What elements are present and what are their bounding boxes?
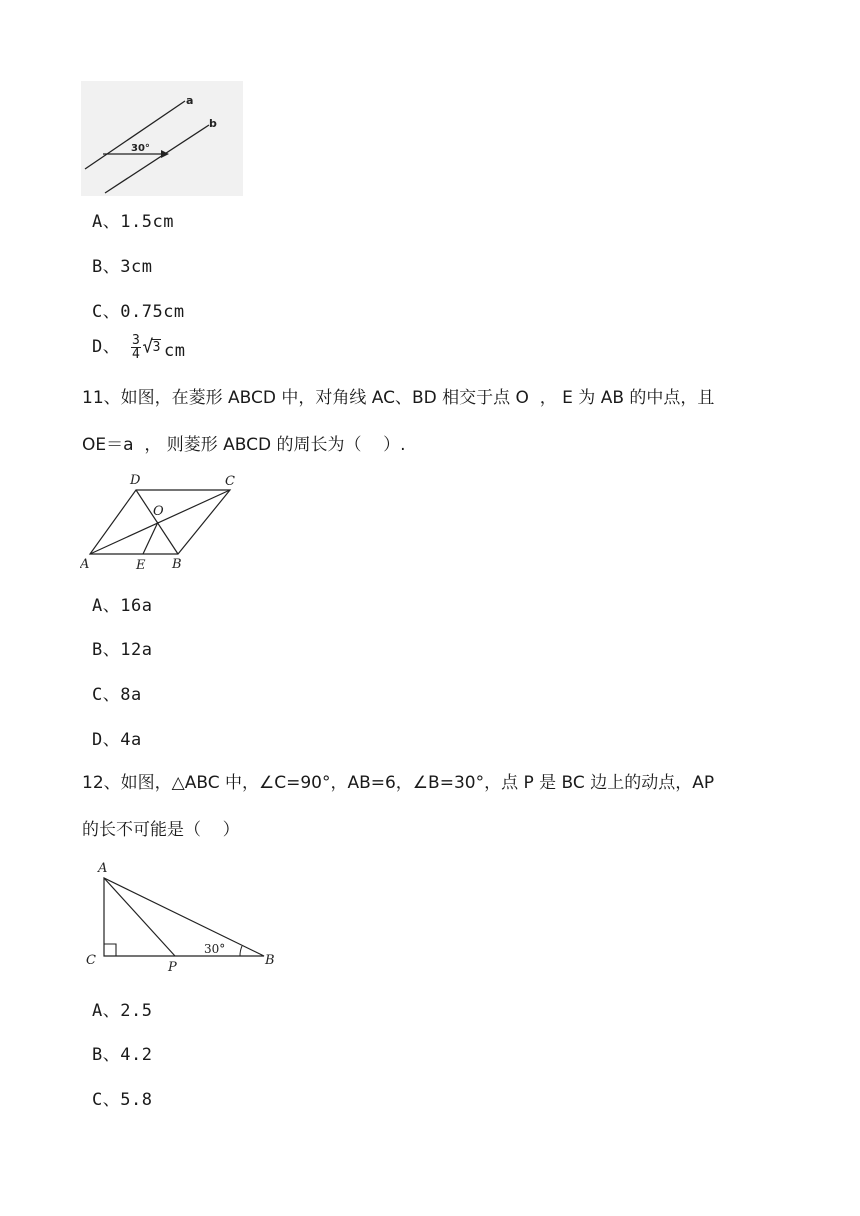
q10-option-a[interactable] — [92, 207, 174, 232]
option-separator: 、 — [102, 1045, 121, 1065]
diagonal-bd — [136, 490, 178, 554]
option-key: A — [92, 212, 103, 232]
option-text: 16a — [120, 596, 153, 616]
radicand: 3 — [152, 340, 161, 355]
option-key: D — [92, 337, 103, 357]
label-B: B — [265, 953, 275, 968]
option-text: 5.8 — [120, 1090, 153, 1110]
q11-text-line1: 11、如图，在菱形 ABCD 中，对角线 AC、BD 相交于点 O ， E 为 AB 的中点，且 — [82, 388, 715, 408]
option-separator: 、 — [102, 302, 121, 322]
option-text: 4.2 — [120, 1045, 153, 1065]
q12-figure — [82, 858, 282, 978]
fraction-numerator: 3 — [132, 332, 141, 348]
label-b: b — [209, 117, 217, 130]
option-text: 4a — [120, 730, 142, 750]
label-C: C — [86, 953, 96, 968]
option-separator: 、 — [102, 640, 121, 660]
label-C: C — [225, 474, 235, 489]
label-A: A — [80, 557, 90, 572]
label-A: A — [98, 861, 108, 876]
option-text: 2.5 — [120, 1001, 153, 1021]
label-D: D — [130, 473, 141, 488]
q11-option-d[interactable] — [92, 725, 142, 750]
option-text: 12a — [120, 640, 153, 660]
option-separator: 、 — [102, 596, 121, 616]
option-key: B — [92, 1045, 103, 1065]
option-key: A — [92, 596, 103, 616]
sqrt-icon: √ — [142, 336, 154, 358]
option-separator: 、 — [102, 257, 121, 277]
option-separator: 、 — [102, 1001, 121, 1021]
fraction-denominator: 4 — [132, 346, 141, 362]
q11-option-b[interactable] — [92, 635, 152, 660]
option-separator: 、 — [102, 337, 121, 357]
q12-text-line1: 12、如图，△ABC 中，∠C=90°，AB=6，∠B=30°，点 P 是 BC 边上的动点，AP — [82, 773, 715, 793]
fraction — [131, 334, 141, 361]
option-separator: 、 — [102, 212, 121, 232]
angle-arc-icon — [240, 946, 242, 956]
diagonal-ac — [90, 490, 230, 554]
label-a: a — [186, 94, 194, 107]
right-triangle-diagram — [82, 858, 282, 978]
q10-option-b[interactable] — [92, 252, 152, 277]
option-text: 3cm — [120, 257, 153, 277]
q11-text-line2: OE＝a ， 则菱形 ABCD 的周长为（ ）. — [82, 435, 406, 455]
option-key: C — [92, 685, 103, 705]
option-separator: 、 — [102, 730, 121, 750]
q12-option-a[interactable] — [92, 996, 152, 1021]
option-key: B — [92, 257, 103, 277]
unit: cm — [164, 340, 186, 361]
q11-figure — [80, 470, 250, 576]
option-separator: 、 — [102, 685, 121, 705]
angle-label: 30° — [131, 143, 150, 154]
q11-option-a[interactable] — [92, 591, 152, 616]
option-key: A — [92, 1001, 103, 1021]
q10-option-c[interactable] — [92, 297, 185, 322]
option-text: 1.5cm — [120, 212, 174, 232]
parallel-lines-diagram — [81, 81, 243, 196]
q10-option-d[interactable] — [92, 332, 185, 361]
line-a — [85, 101, 185, 169]
option-key: D — [92, 730, 103, 750]
angle-label: 30° — [204, 942, 226, 956]
right-angle-mark-icon — [104, 944, 116, 956]
option-key: B — [92, 640, 103, 660]
rhombus-diagram — [80, 470, 250, 576]
option-separator: 、 — [102, 1090, 121, 1110]
line-b — [105, 125, 209, 193]
triangle-abc — [104, 878, 264, 956]
label-B: B — [172, 557, 182, 572]
option-text: 0.75cm — [120, 302, 185, 322]
option-key: C — [92, 302, 103, 322]
q11-option-c[interactable] — [92, 680, 142, 705]
q12-option-b[interactable] — [92, 1040, 152, 1065]
q12-option-c[interactable] — [92, 1085, 152, 1110]
option-text: 8a — [120, 685, 142, 705]
q10-figure — [81, 81, 243, 196]
label-O: O — [153, 504, 164, 519]
label-P: P — [168, 960, 177, 975]
option-key: C — [92, 1090, 103, 1110]
label-E: E — [136, 558, 146, 573]
q12-text-line2: 的长不可能是（ ） — [82, 820, 240, 840]
